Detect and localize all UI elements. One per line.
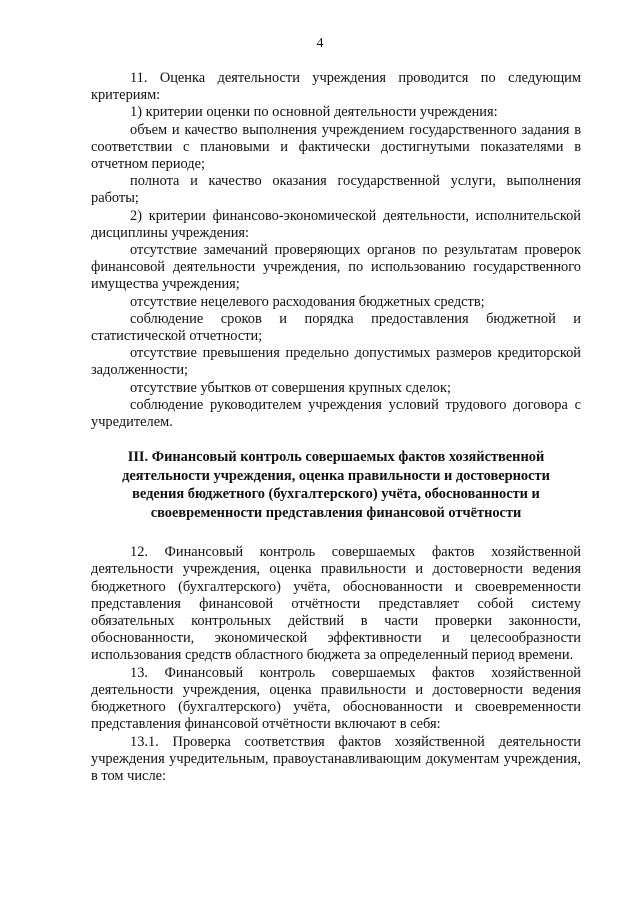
paragraph-13: 13. Финансовый контроль совершаемых фактов хозяйственной деятельности учреждения, оценка правильности и достоверности ведения бюджетного (бухгалтерского) учёта, обоснованности и своевременности представления финансовой отчётности включают в себя: — [91, 664, 581, 733]
criteria-item: отсутствие замечаний проверяющих органов по результатам проверок финансовой деятельности учреждения, по использованию государственного имущества учреждения; — [91, 242, 581, 293]
section-heading-line: своевременности представления финансовой отчётности — [150, 504, 522, 521]
paragraph-13-1: 13.1. Проверка соответствия фактов хозяйственной деятельности учреждения учредительным, правоустанавливающим документам учреждения, в том числе: — [91, 733, 581, 784]
paragraph-12: 12. Финансовый контроль совершаемых фактов хозяйственной деятельности учреждения, оценка правильности и достоверности ведения бюджетного (бухгалтерского) учёта, обоснованности и своевременности представления финансовой отчётности представляет собой систему обязательных контрольных действий в части проверки законности, обоснованности, экономической эффективности и целесообразности использования средств областного бюджета за определенный период времени. — [91, 544, 581, 664]
criteria-2-heading: 2) критерии финансово-экономической деятельности, исполнительской дисциплины учреждения: — [91, 207, 581, 241]
criteria-item: соблюдение руководителем учреждения условий трудового договора с учредителем. — [91, 396, 581, 431]
section-heading-line: деятельности учреждения, оценка правильности и достоверности — [122, 467, 550, 484]
criteria-item: отсутствие убытков от совершения крупных сделок; — [130, 379, 451, 396]
criteria-item: полнота и качество оказания государственной услуги, выполнения работы; — [91, 173, 581, 207]
document-body — [91, 70, 581, 785]
section-heading-iii — [91, 448, 581, 522]
criteria-item: соблюдение сроков и порядка предоставления бюджетной и статистической отчетности; — [91, 310, 581, 345]
criteria-item: объем и качество выполнения учреждением государственного задания в соответствии с плановыми и фактически достигнутыми показателями в отчетном периоде; — [91, 121, 581, 173]
page-number: 4 — [316, 36, 324, 51]
section-heading-line: ведения бюджетного (бухгалтерского) учёта, обоснованности и — [132, 486, 540, 503]
criteria-item: отсутствие нецелевого расходования бюджетных средств; — [130, 293, 485, 310]
criteria-1-heading: 1) критерии оценки по основной деятельности учреждения: — [130, 104, 498, 121]
paragraph-11: 11. Оценка деятельности учреждения проводится по следующим критериям: — [91, 70, 581, 104]
section-heading-line: III. Финансовый контроль совершаемых фактов хозяйственной — [127, 449, 545, 466]
criteria-item: отсутствие превышения предельно допустимых размеров кредиторской задолженности; — [91, 345, 581, 379]
